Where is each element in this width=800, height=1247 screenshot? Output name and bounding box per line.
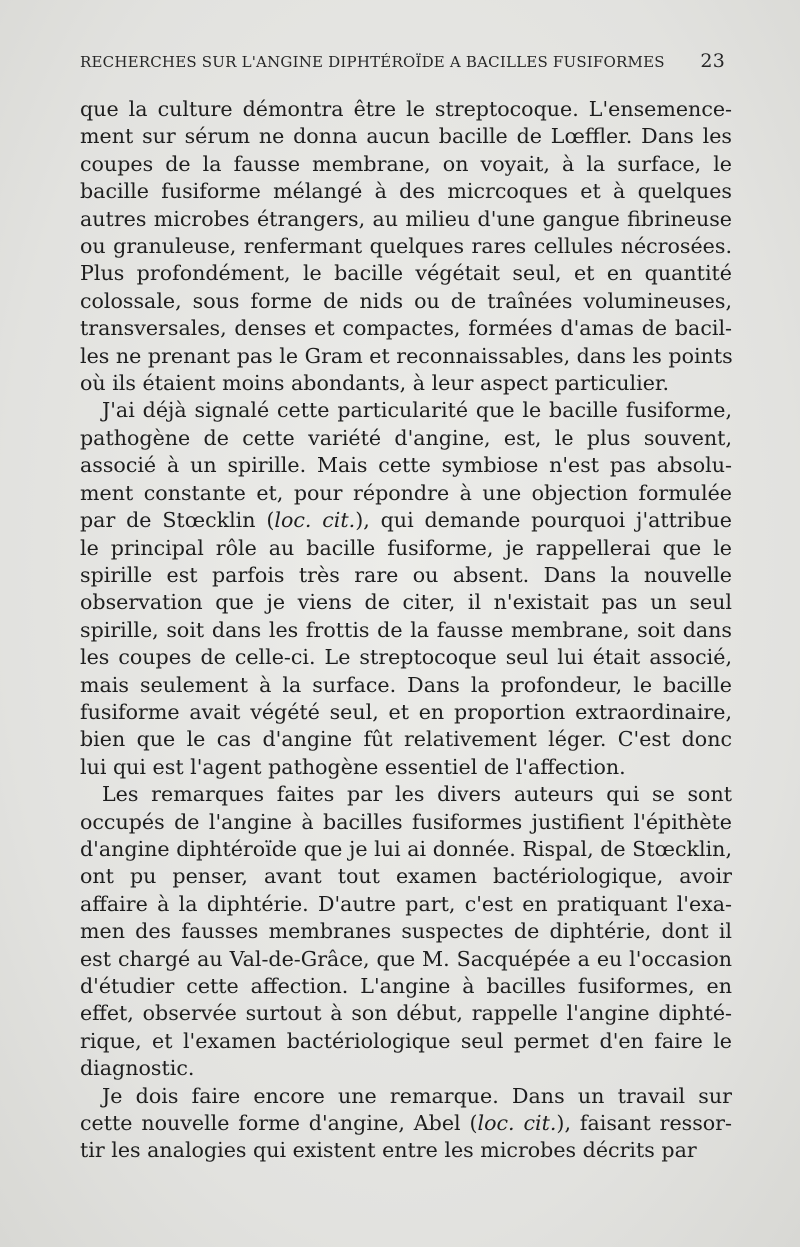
running-head bbox=[80, 50, 725, 72]
text-line: où ils étaient moins abondants, à leur aspect particulier. bbox=[80, 371, 670, 396]
text-line: effet, observée surtout à son début, rappelle l'angine diphté- bbox=[80, 1001, 732, 1026]
text-line: occupés de l'angine à bacilles fusiformes justifient l'épithète bbox=[80, 809, 732, 834]
text-line: est chargé au Val-de-Grâce, que M. Sacquépée a eu l'occasion bbox=[80, 946, 732, 971]
paragraph bbox=[80, 1083, 732, 1165]
text-line: mais seulement à la surface. Dans la profondeur, le bacille bbox=[80, 672, 732, 697]
paragraph bbox=[80, 96, 732, 397]
page-number: 23 bbox=[700, 50, 725, 72]
text-line: les coupes de celle-ci. Le streptocoque seul lui était associé, bbox=[80, 645, 732, 670]
text-line: colossale, sous forme de nids ou de traînées volumineuses, bbox=[80, 288, 732, 313]
text-line: d'étudier cette affection. L'angine à bacilles fusiformes, en bbox=[80, 974, 732, 998]
text-line: le principal rôle au bacille fusiforme, je rappellerai que le bbox=[80, 535, 732, 560]
text-line: ont pu penser, avant tout examen bactériologique, avoir bbox=[80, 864, 732, 889]
text-line: ou granuleuse, renfermant quelques rares cellules nécrosées. bbox=[80, 234, 732, 259]
text-line: bien que le cas d'angine fût relativement léger. C'est donc bbox=[80, 727, 732, 752]
text-line: ment constante et, pour répondre à une objection formulée bbox=[80, 480, 732, 505]
text-line: diagnostic. bbox=[80, 1056, 195, 1081]
text-line: Je dois faire encore une remarque. Dans un travail sur bbox=[102, 1083, 732, 1108]
paragraph bbox=[80, 397, 732, 781]
text-line: les ne prenant pas le Gram et reconnaissables, dans les points bbox=[80, 343, 733, 368]
text-line: fusiforme avait végété seul, et en proportion extraordinaire, bbox=[80, 699, 732, 724]
text-line: pathogène de cette variété d'angine, est, le plus souvent, bbox=[80, 425, 732, 450]
text-line: par de Stœcklin (loc. cit.), qui demande pourquoi j'attribue bbox=[80, 508, 732, 533]
text-line: spirille est parfois très rare ou absent. Dans la nouvelle bbox=[80, 562, 732, 587]
paragraph bbox=[80, 781, 732, 1082]
text-line: cette nouvelle forme d'angine, Abel (loc. cit.), faisant ressor- bbox=[80, 1111, 732, 1136]
running-title: RECHERCHES SUR L'ANGINE DIPHTÉROÏDE A BACILLES FUSIFORMES bbox=[80, 53, 665, 71]
text-line: lui qui est l'agent pathogène essentiel de l'affection. bbox=[80, 754, 626, 779]
text-line: d'angine diphtéroïde que je lui ai donnée. Rispal, de Stœcklin, bbox=[80, 836, 732, 861]
text-line: tir les analogies qui existent entre les microbes décrits par bbox=[80, 1138, 697, 1163]
text-line: J'ai déjà signalé cette particularité que le bacille fusiforme, bbox=[102, 398, 732, 423]
text-line: observation que je viens de citer, il n'existait pas un seul bbox=[80, 590, 732, 615]
text-line: que la culture démontra être le streptocoque. L'ensemence- bbox=[80, 97, 732, 121]
text-line: autres microbes étrangers, au milieu d'une gangue fibrineuse bbox=[80, 206, 732, 231]
text-line: Les remarques faites par les divers auteurs qui se sont bbox=[102, 782, 732, 807]
text-line: transversales, denses et compactes, formées d'amas de bacil- bbox=[80, 316, 732, 341]
body-text bbox=[80, 96, 732, 1165]
text-line: men des fausses membranes suspectes de diphtérie, dont il bbox=[80, 919, 732, 944]
text-line: bacille fusiforme mélangé à des micrcoques et à quelques bbox=[80, 179, 732, 204]
text-line: ment sur sérum ne donna aucun bacille de Lœffler. Dans les bbox=[80, 124, 732, 149]
text-line: spirille, soit dans les frottis de la fausse membrane, soit dans bbox=[80, 617, 732, 642]
text-line: Plus profondément, le bacille végétait seul, et en quantité bbox=[80, 261, 732, 286]
text-line: affaire à la diphtérie. D'autre part, c'est en pratiquant l'exa- bbox=[80, 891, 732, 916]
text-line: associé à un spirille. Mais cette symbiose n'est pas absolu- bbox=[80, 453, 732, 478]
text-line: coupes de la fausse membrane, on voyait, à la surface, le bbox=[80, 151, 732, 176]
text-line: rique, et l'examen bactériologique seul permet d'en faire le bbox=[80, 1028, 732, 1053]
